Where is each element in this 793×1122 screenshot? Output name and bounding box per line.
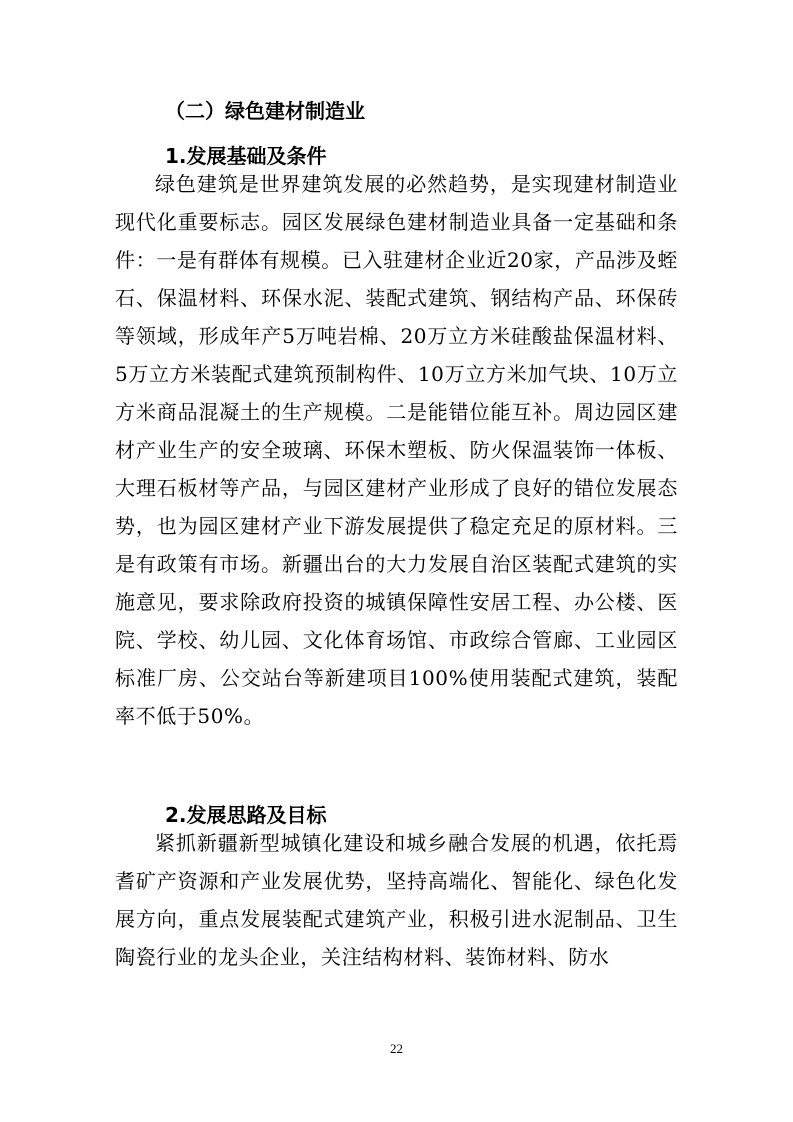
section-title: （二）绿色建材制造业 — [165, 99, 365, 123]
paragraph-development-goals: 紧抓新疆新型城镇化建设和城乡融合发展的机遇，依托焉耆矿产资源和产业发展优势，坚持高端化、智能化、绿色化发展方向，重点发展装配式建筑产业，积极引进水泥制品、卫生陶瓷行业的龙头企业，关注结构材料、装饰材料、防水 — [115, 831, 678, 969]
paragraph-development-basis: 绿色建筑是世界建筑发展的必然趋势，是实现建材制造业现代化重要标志。园区发展绿色建材制造业具备一定基础和条件：一是有群体有规模。已入驻建材企业近20家，产品涉及蛭石、保温材料、环保水泥、装配式建筑、钢结构产品、环保砖等领域，形成年产5万吨岩棉、20万立方米硅酸盐保温材料、5万立方米装配式建筑预制构件、10万立方米加气块、10万立方米商品混凝土的生产规模。二是能错位能互补。周边园区建材产业生产的安全玻璃、环保木塑板、防火保温装饰一体板、大理石板材等产品，与园区建材产业形成了良好的错位发展态势，也为园区建材产业下游发展提供了稳定充足的原材料。三是有政策有市场。新疆出台的大力发展自治区装配式建筑的实施意见，要求除政府投资的城镇保障性安居工程、办公楼、医院、学校、幼儿园、文化体育场馆、市政综合管廊、工业园区标准厂房、公交站台等新建项目100%使用装配式建筑，装配率不低于50%。 — [115, 172, 678, 728]
subsection-title-development-goals: 2.发展思路及目标 — [165, 803, 327, 827]
page-number: 22 — [390, 1041, 403, 1056]
subsection-title-development-basis: 1.发展基础及条件 — [165, 144, 327, 168]
